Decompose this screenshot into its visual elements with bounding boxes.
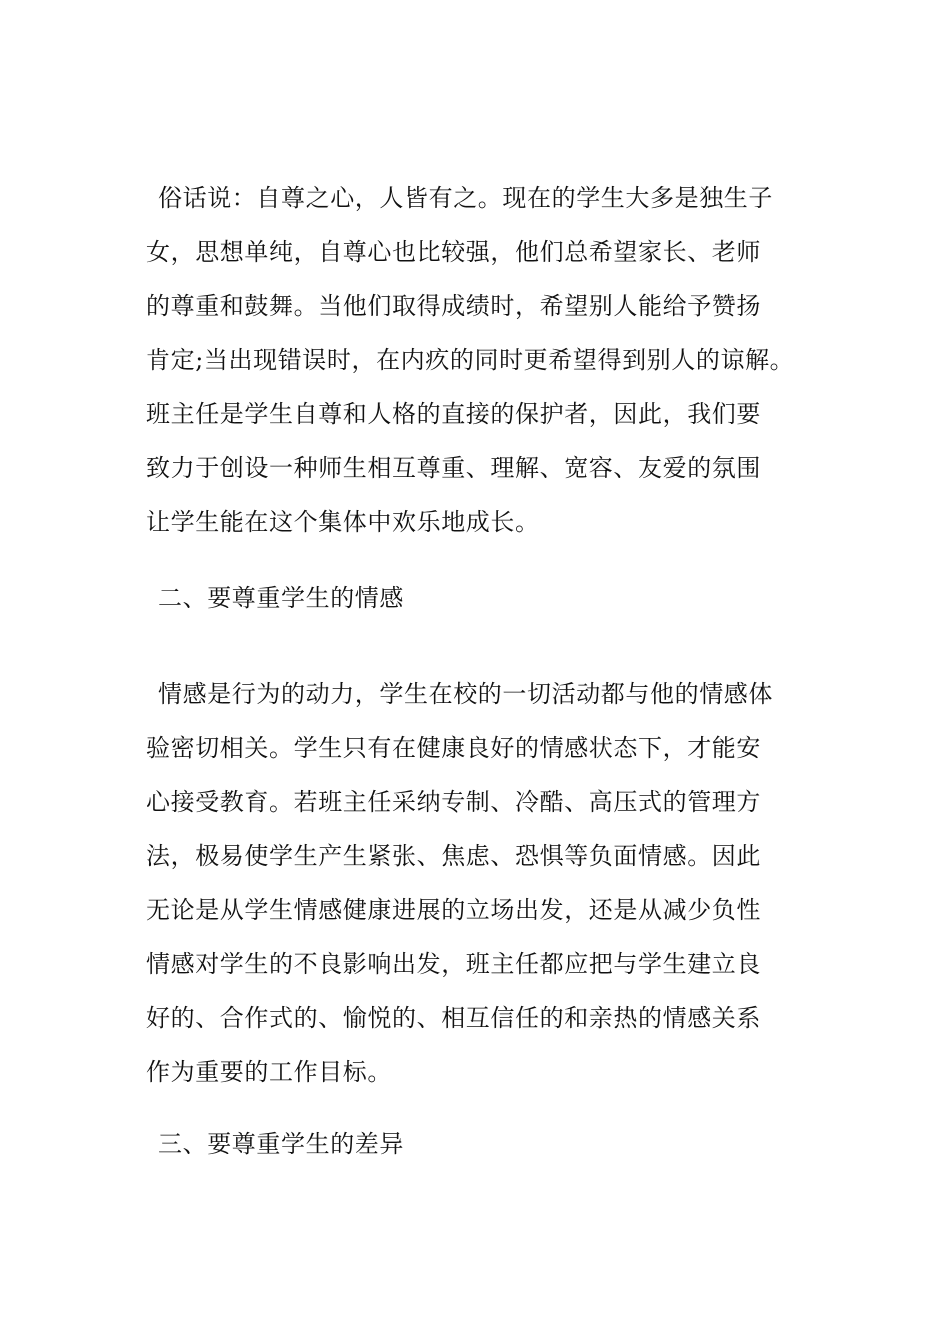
section-heading-respect-differences — [146, 1117, 811, 1171]
text-line: 肯定;当出现错误时，在内疚的同时更希望得到别人的谅解。 — [146, 346, 795, 374]
text-line: 俗话说：自尊之心，人皆有之。现在的学生大多是独生子 — [158, 184, 773, 212]
heading-text: 三、要尊重学生的差异 — [158, 1130, 404, 1158]
heading-text: 二、要尊重学生的情感 — [158, 584, 404, 612]
text-line: 让学生能在这个集体中欢乐地成长。 — [146, 508, 540, 536]
text-line: 情感对学生的不良影响出发，班主任都应把与学生建立良 — [146, 950, 761, 978]
paragraph-emotions — [146, 667, 811, 1099]
text-line: 心接受教育。若班主任采纳专制、冷酷、高压式的管理方 — [146, 788, 761, 816]
text-line: 女，思想单纯，自尊心也比较强，他们总希望家长、老师 — [146, 238, 761, 266]
section-heading-respect-emotions — [146, 571, 811, 625]
text-line: 作为重要的工作目标。 — [146, 1058, 392, 1086]
text-line: 致力于创设一种师生相互尊重、理解、宽容、友爱的氛围 — [146, 454, 761, 482]
text-line: 无论是从学生情感健康进展的立场出发，还是从减少负性 — [146, 896, 761, 924]
text-line: 好的、合作式的、愉悦的、相互信任的和亲热的情感关系 — [146, 1004, 761, 1032]
paragraph-self-respect — [146, 171, 811, 549]
text-line: 情感是行为的动力，学生在校的一切活动都与他的情感体 — [158, 680, 773, 708]
text-line: 验密切相关。学生只有在健康良好的情感状态下，才能安 — [146, 734, 761, 762]
text-line: 班主任是学生自尊和人格的直接的保护者，因此，我们要 — [146, 400, 761, 428]
text-line: 的尊重和鼓舞。当他们取得成绩时，希望别人能给予赞扬 — [146, 292, 761, 320]
text-line: 法，极易使学生产生紧张、焦虑、恐惧等负面情感。因此 — [146, 842, 761, 870]
